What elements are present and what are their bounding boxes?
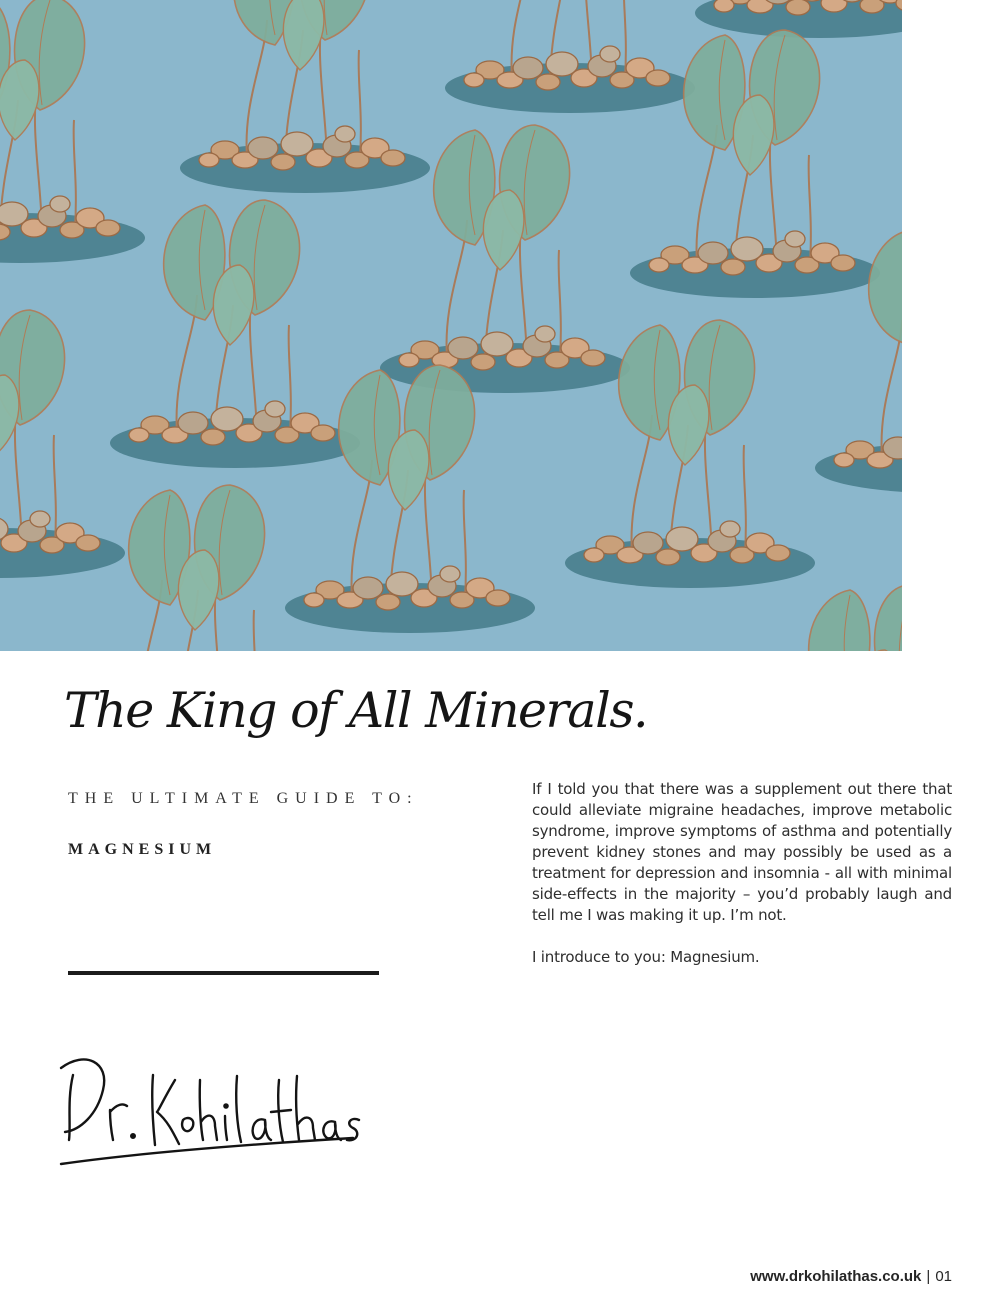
intro-paragraph: I introduce to you: Magnesium. xyxy=(532,948,760,966)
website-link[interactable]: www.drkohilathas.co.uk xyxy=(750,1268,922,1285)
page-number: 01 xyxy=(935,1268,952,1285)
intro-paragraph: If I told you that there was a supplement out there that could alleviate migraine headaches, improve metabolic syndrome, improve symptoms of asthma and potentially prevent kidney stones and may possibly be used as a treatment for depression and insomnia - all with minimal side-effects in the majority – you’d probably laugh and tell me I was making it up. I’m not. xyxy=(532,780,952,924)
signature-graphic xyxy=(55,1040,365,1175)
page-footer xyxy=(750,1268,952,1285)
guide-subject: MAGNESIUM xyxy=(68,841,217,858)
hero-illustration xyxy=(0,0,902,651)
intro-text xyxy=(532,779,952,989)
page-title: The King of All Minerals. xyxy=(64,682,648,739)
plant-pattern-illustration xyxy=(0,0,902,651)
guide-kicker: THE ULTIMATE GUIDE TO: xyxy=(68,790,419,807)
divider-rule xyxy=(68,971,379,975)
footer-separator: | xyxy=(926,1268,931,1285)
author-signature xyxy=(55,1040,365,1180)
